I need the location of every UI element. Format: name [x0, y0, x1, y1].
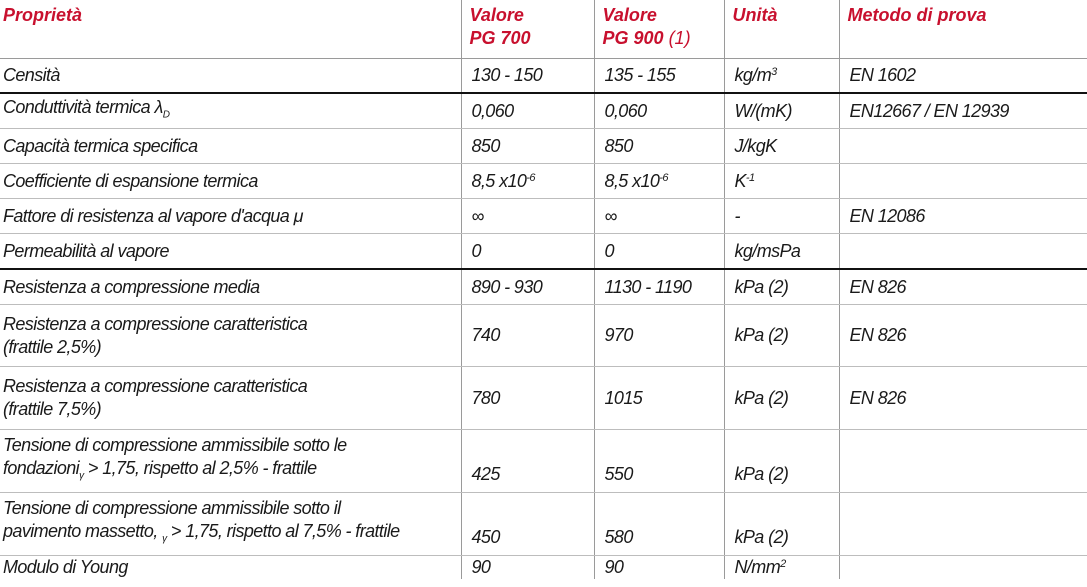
cell-method: EN 1602 [839, 59, 1087, 94]
cell-pg700: 780 [461, 367, 594, 430]
cell-property: Resistenza a compressione media [0, 269, 461, 305]
cell-property: Resistenza a compressione caratteristica (frattile 2,5%) [0, 305, 461, 367]
cell-property: Tensione di compressione ammissibile sotto le fondazioni$_\gamma$ > 1,75, rispetto al 2,5% - frattile [0, 430, 461, 493]
cell-method: EN 12086 [839, 199, 1087, 234]
cell-unit: $K^{-1}$ [724, 164, 839, 199]
table-row [0, 493, 1087, 556]
table-header-row [0, 0, 1087, 59]
cell-unit: - [724, 199, 839, 234]
table-row [0, 305, 1087, 367]
cell-pg700: 450 [461, 493, 594, 556]
cell-pg900: 850 [594, 129, 724, 164]
cell-pg700: 0,060 [461, 93, 594, 129]
table-row [0, 164, 1087, 199]
cell-method: EN 826 [839, 269, 1087, 305]
cell-method [839, 234, 1087, 270]
cell-pg900: 0 [594, 234, 724, 270]
cell-pg700: 130 - 150 [461, 59, 594, 94]
cell-pg900: 0,060 [594, 93, 724, 129]
table-row [0, 367, 1087, 430]
table-row [0, 129, 1087, 164]
cell-unit: kg/msPa [724, 234, 839, 270]
cell-unit: kPa (2) [724, 493, 839, 556]
cell-pg900: 90 [594, 556, 724, 580]
cell-method [839, 493, 1087, 556]
header-value-pg900: Valore PG 900 (1) [594, 0, 724, 59]
table-row [0, 269, 1087, 305]
table-row [0, 430, 1087, 493]
cell-unit: J/kgK [724, 129, 839, 164]
table-row [0, 93, 1087, 129]
cell-pg700: 425 [461, 430, 594, 493]
cell-property: Coefficiente di espansione termica [0, 164, 461, 199]
cell-unit: kPa (2) [724, 269, 839, 305]
cell-unit: $kg/m^3$ [724, 59, 839, 94]
cell-pg900: 550 [594, 430, 724, 493]
cell-pg900: 1015 [594, 367, 724, 430]
cell-method: EN 826 [839, 367, 1087, 430]
cell-method [839, 164, 1087, 199]
cell-pg700: 90 [461, 556, 594, 580]
header-unit: Unità [724, 0, 839, 59]
cell-property: Modulo di Young [3, 557, 128, 577]
cell-pg900: 580 [594, 493, 724, 556]
cell-pg900: 970 [594, 305, 724, 367]
cell-pg700: 0 [461, 234, 594, 270]
header-property: Proprietà [0, 0, 461, 59]
cell-pg900: 1130 - 1190 [594, 269, 724, 305]
header-value-pg700: Valore PG 700 [461, 0, 594, 59]
cell-pg900: 8,5 $x10^{-6}$ [594, 164, 724, 199]
cell-pg700: 890 - 930 [461, 269, 594, 305]
cell-method [839, 430, 1087, 493]
cell-unit: W/(mK) [724, 93, 839, 129]
cell-unit: kPa (2) [724, 367, 839, 430]
table-row [0, 59, 1087, 94]
cell-property: Resistenza a compressione caratteristica (frattile 7,5%) [0, 367, 461, 430]
cell-pg700: 8,5 $x10^{-6}$ [461, 164, 594, 199]
cell-pg700: 740 [461, 305, 594, 367]
cell-method [839, 556, 1087, 580]
header-method: Metodo di prova [839, 0, 1087, 59]
cell-property: Permeabilità al vapore [0, 234, 461, 270]
cell-pg900: ∞ [594, 199, 724, 234]
cell-property: Fattore di resistenza al vapore d'acqua μ [0, 199, 461, 234]
cell-unit: kPa (2) [724, 430, 839, 493]
cell-property: Conduttività termica $\lambda_D$ [0, 93, 461, 129]
cell-method: EN 826 [839, 305, 1087, 367]
table-row [0, 199, 1087, 234]
cell-pg900: 135 - 155 [594, 59, 724, 94]
cell-unit: kPa (2) [724, 305, 839, 367]
cell-property: Tensione di compressione ammissibile sotto il pavimento massetto, $_\gamma$ > 1,75, rispetto al 7,5% - frattile [0, 493, 461, 556]
cell-unit: $N/mm^2$ [724, 556, 839, 580]
cell-property: Capacità termica specifica [0, 129, 461, 164]
cell-method [839, 129, 1087, 164]
table-row [0, 556, 1087, 580]
table-row [0, 234, 1087, 270]
cell-pg700: ∞ [461, 199, 594, 234]
cell-property: Censità [0, 59, 461, 94]
cell-pg700: 850 [461, 129, 594, 164]
cell-method: EN12667 / EN 12939 [839, 93, 1087, 129]
